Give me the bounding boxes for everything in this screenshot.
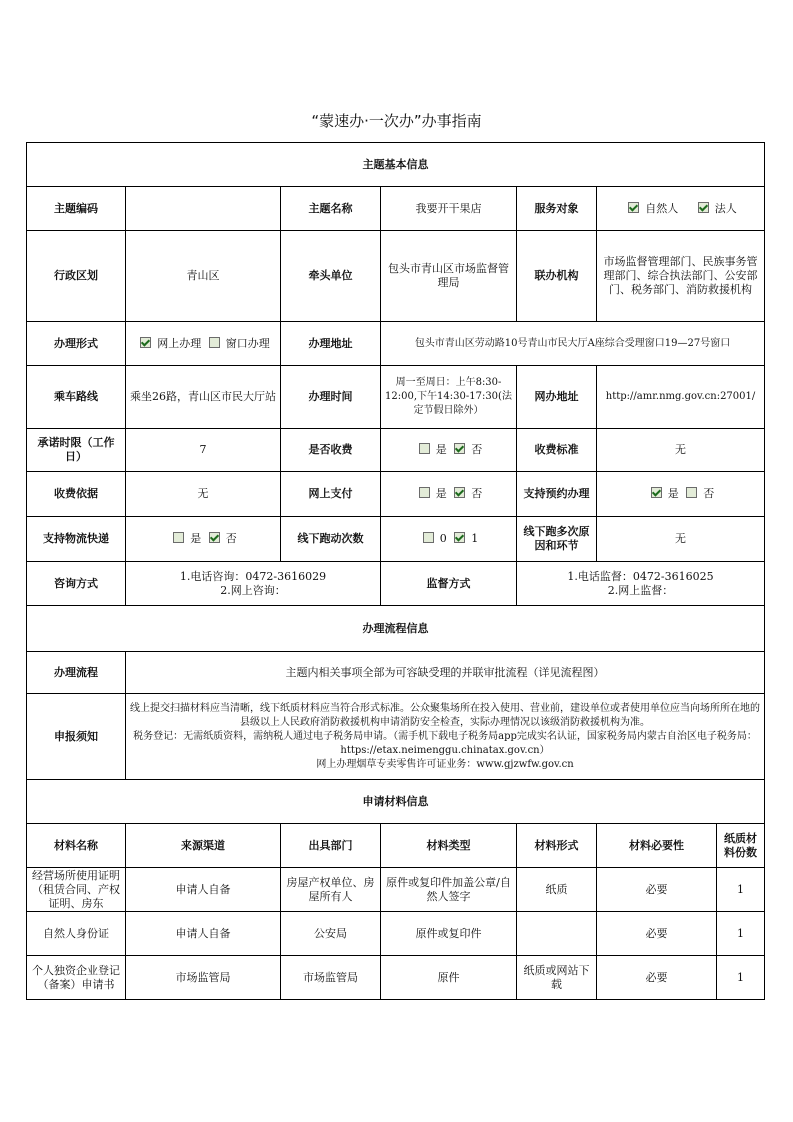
material-source: 申请人自备	[126, 912, 281, 956]
bus-route-value: 乘坐26路，青山区市民大厅站	[126, 366, 281, 429]
office-hours-label: 办理时间	[281, 366, 381, 429]
time-limit-value: 7	[126, 429, 281, 472]
consult-value	[126, 562, 381, 606]
address-value: 包头市青山区劳动路10号青山市民大厅A座综合受理窗口19—27号窗口	[381, 322, 765, 366]
materials-header-name: 材料名称	[27, 824, 126, 868]
material-source: 申请人自备	[126, 868, 281, 912]
logistics-no-option: 否	[225, 532, 237, 545]
fee-no-checkbox[interactable]	[454, 443, 465, 454]
materials-header-type: 材料类型	[381, 824, 517, 868]
fee-basis-label: 收费依据	[27, 472, 126, 517]
material-necessity: 必要	[597, 956, 717, 1000]
subject-name-value: 我要开干果店	[381, 187, 517, 231]
multi-trip-reason-value: 无	[597, 517, 765, 562]
fee-standard-label: 收费标准	[517, 429, 597, 472]
notice-fire-safety: 线上提交扫描材料应当清晰，线下纸质材料应当符合形式标准。公众聚集场所在投入使用、营业前，建设单位或者使用单位应当向场所所在地的县级以上人民政府消防救援机构申请消防安全检查，实际办理情况以该级消防救援机构为准。	[130, 702, 761, 728]
page-title: “蒙速办·一次办”办事指南	[311, 112, 482, 130]
logistics-no-checkbox[interactable]	[209, 532, 220, 543]
joint-agencies-value: 市场监督管理部门、民族事务管理部门、综合执法部门、公安部门、税务部门、消防救援机构	[597, 231, 765, 322]
legal-person-option: 法人	[714, 201, 737, 215]
material-type: 原件或复印件	[381, 912, 517, 956]
reservation-no-option: 否	[703, 487, 715, 500]
trips-one-option: 1	[471, 532, 479, 545]
material-type: 原件或复印件加盖公章/自然人签字	[381, 868, 517, 912]
materials-header-copies: 纸质材料份数	[717, 824, 765, 868]
region-label: 行政区划	[27, 231, 126, 322]
online-address-link[interactable]: http://amr.nmg.gov.cn:27001/	[597, 366, 765, 429]
handling-mode-label: 办理形式	[27, 322, 126, 366]
multi-trip-reason-label: 线下跑多次原因和环节	[517, 517, 597, 562]
region-value: 青山区	[126, 231, 281, 322]
lead-unit-label: 牵头单位	[281, 231, 381, 322]
fee-label: 是否收费	[281, 429, 381, 472]
online-handling-option: 网上办理	[157, 336, 202, 350]
consult-label: 咨询方式	[27, 562, 126, 606]
offline-trips-label: 线下跑动次数	[281, 517, 381, 562]
office-hours-value: 周一至周日：上午8:30-12:00,下午14:30-17:30(法定节假日除外）	[381, 366, 517, 429]
offline-trips-options	[381, 517, 517, 562]
service-target-label: 服务对象	[517, 187, 597, 231]
online-payment-yes-checkbox[interactable]	[419, 487, 430, 498]
material-form	[517, 912, 597, 956]
table-row	[27, 912, 765, 956]
material-copies: 1	[717, 956, 765, 1000]
notice-label: 申报须知	[27, 694, 126, 780]
fee-yes-option: 是	[435, 443, 447, 456]
consult-phone: 1.电话咨询：0472-3616029	[179, 569, 327, 583]
notice-tobacco-license: 网上办理烟草专卖零售许可证业务：www.gjzwfw.gov.cn	[316, 758, 574, 770]
window-handling-option: 窗口办理	[225, 336, 270, 350]
material-issuer: 公安局	[281, 912, 381, 956]
process-value: 主题内相关事项全部为可容缺受理的并联审批流程（详见流程图）	[126, 652, 765, 694]
reservation-options	[597, 472, 765, 517]
fee-no-option: 否	[471, 443, 483, 456]
subject-name-label: 主题名称	[281, 187, 381, 231]
logistics-yes-checkbox[interactable]	[173, 532, 184, 543]
fee-options	[381, 429, 517, 472]
handling-mode-options	[126, 322, 281, 366]
material-issuer: 房屋产权单位、房屋所有人	[281, 868, 381, 912]
material-copies: 1	[717, 868, 765, 912]
material-issuer: 市场监管局	[281, 956, 381, 1000]
reservation-no-checkbox[interactable]	[686, 487, 697, 498]
time-limit-label: 承诺时限（工作日）	[27, 429, 126, 472]
supervise-phone: 1.电话监督：0472-3616025	[567, 569, 714, 583]
lead-unit-value: 包头市青山区市场监督管理局	[381, 231, 517, 322]
materials-header-form: 材料形式	[517, 824, 597, 868]
section-basic-info: 主题基本信息	[27, 143, 765, 187]
online-handling-checkbox[interactable]	[140, 337, 151, 348]
supervise-label: 监督方式	[381, 562, 517, 606]
supervise-online: 2.网上监督：	[607, 583, 674, 597]
legal-person-checkbox[interactable]	[698, 202, 709, 213]
guide-table	[26, 142, 765, 1000]
bus-route-label: 乘车路线	[27, 366, 126, 429]
online-payment-yes-option: 是	[435, 487, 447, 500]
section-materials-info: 申请材料信息	[27, 780, 765, 824]
online-address-label: 网办地址	[517, 366, 597, 429]
online-payment-no-option: 否	[471, 487, 483, 500]
fee-standard-value: 无	[597, 429, 765, 472]
online-payment-options	[381, 472, 517, 517]
logistics-options	[126, 517, 281, 562]
section-process-info: 办理流程信息	[27, 606, 765, 652]
material-necessity: 必要	[597, 912, 717, 956]
window-handling-checkbox[interactable]	[209, 337, 220, 348]
natural-person-checkbox[interactable]	[628, 202, 639, 213]
material-copies: 1	[717, 912, 765, 956]
material-name: 个人独资企业登记（备案）申请书	[27, 956, 126, 1000]
online-payment-label: 网上支付	[281, 472, 381, 517]
logistics-label: 支持物流快递	[27, 517, 126, 562]
notice-value	[126, 694, 765, 780]
notice-tax-registration: 税务登记：无需纸质资料，需纳税人通过电子税务局申请。（需手机下载电子税务局app完成实名认证，国家税务局内蒙古自治区电子税务局： https://etax.neimenggu.chinatax.gov.cn）	[133, 730, 757, 756]
reservation-yes-checkbox[interactable]	[651, 487, 662, 498]
material-name: 自然人身份证	[27, 912, 126, 956]
service-target-options	[597, 187, 765, 231]
fee-basis-value: 无	[126, 472, 281, 517]
material-form: 纸质或网站下载	[517, 956, 597, 1000]
address-label: 办理地址	[281, 322, 381, 366]
fee-yes-checkbox[interactable]	[419, 443, 430, 454]
trips-zero-option: 0	[439, 532, 447, 545]
material-source: 市场监管局	[126, 956, 281, 1000]
reservation-label: 支持预约办理	[517, 472, 597, 517]
table-row	[27, 868, 765, 912]
joint-agencies-label: 联办机构	[517, 231, 597, 322]
online-payment-no-checkbox[interactable]	[454, 487, 465, 498]
trips-one-checkbox[interactable]	[454, 532, 465, 543]
materials-header-issuer: 出具部门	[281, 824, 381, 868]
reservation-yes-option: 是	[667, 487, 679, 500]
consult-online: 2.网上咨询：	[220, 583, 286, 597]
process-label: 办理流程	[27, 652, 126, 694]
subject-code-label: 主题编码	[27, 187, 126, 231]
trips-zero-checkbox[interactable]	[423, 532, 434, 543]
natural-person-option: 自然人	[645, 201, 679, 215]
material-type: 原件	[381, 956, 517, 1000]
materials-header-necessity: 材料必要性	[597, 824, 717, 868]
table-row	[27, 956, 765, 1000]
material-form: 纸质	[517, 868, 597, 912]
material-necessity: 必要	[597, 868, 717, 912]
subject-code-value	[126, 187, 281, 231]
supervise-value	[517, 562, 765, 606]
material-name: 经营场所使用证明（租赁合同、产权证明、房东	[27, 868, 126, 912]
materials-header-source: 来源渠道	[126, 824, 281, 868]
logistics-yes-option: 是	[190, 532, 202, 545]
